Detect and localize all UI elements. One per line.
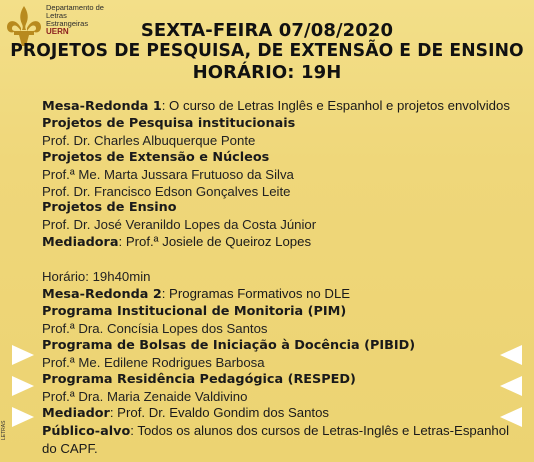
mesa-1-label: Mesa-Redonda 1 [42, 99, 162, 114]
mesa-2-label: Mesa-Redonda 2 [42, 287, 162, 303]
mediador-line [42, 405, 512, 423]
extensao-heading: Projetos de Extensão e Núcleos [42, 149, 270, 165]
logo-uern: UERN [46, 27, 69, 36]
title-date: SEXTA-FEIRA 07/08/2020 [140, 20, 394, 41]
publico-label: Público-alvo [42, 424, 131, 440]
pibid-person: Prof.ª Me. Edilene Rodrigues Barbosa [42, 354, 265, 370]
ensino-heading: Projetos de Ensino [42, 200, 177, 216]
mesa-redonda-2 [42, 286, 512, 304]
resped-heading: Programa Residência Pedagógica (RESPED) [42, 371, 356, 387]
resped-person: Prof.ª Dra. Maria Zenaide Valdivino [42, 388, 248, 404]
publico-text: : Todos os alunos dos cursos de Letras-Inglês e Letras-Espanhol do CAPF. [42, 423, 510, 457]
right-arrow-icon [500, 345, 522, 365]
left-arrow-icon [12, 407, 34, 427]
mesa-redonda-1 [42, 98, 512, 116]
logo-dept-line3: Estrangeiras [46, 19, 89, 28]
mediador-text: : Prof. Dr. Evaldo Gondim dos Santos [109, 405, 330, 421]
poster-title [0, 20, 534, 83]
title-main: PROJETOS DE PESQUISA, DE EXTENSÃO E DE ENSINO [10, 41, 524, 61]
mediadora-text: : Prof.ª Josiele de Queiroz Lopes [118, 234, 312, 250]
section-spacer [42, 252, 512, 269]
mediador-label: Mediador [42, 406, 110, 422]
title-time: HORÁRIO: 19H [192, 62, 342, 83]
pim-heading: Programa Institucional de Monitoria (PIM) [42, 303, 347, 319]
pim-person: Prof.ª Dra. Concísia Lopes dos Santos [42, 320, 268, 336]
mediadora-label: Mediadora [42, 235, 119, 251]
extensao-person-1: Prof.ª Me. Marta Jussara Frutuoso da Silva [42, 166, 294, 182]
extensao-person-2: Prof. Dr. Francisco Edson Gonçalves Leite [42, 183, 291, 199]
mesa-1-text: : O curso de Letras Inglês e Espanhol e projetos envolvidos [161, 98, 510, 113]
mesa-2-text: : Programas Formativos no DLE [161, 286, 351, 302]
right-arrow-icon [500, 407, 522, 427]
right-arrow-icon [500, 376, 522, 396]
left-arrow-icon [12, 376, 34, 396]
pesquisa-heading: Projetos de Pesquisa institucionais [42, 115, 296, 131]
program-content [42, 98, 512, 458]
left-arrow-icon [12, 345, 34, 365]
logo-dept-line2: Letras [46, 11, 67, 20]
logo-dept-line1: Departamento de [46, 3, 104, 12]
publico-alvo-line [42, 423, 512, 458]
corner-tag: LETRAS [1, 420, 7, 440]
mediadora-line [42, 234, 512, 252]
ensino-person: Prof. Dr. José Veranildo Lopes da Costa Júnior [42, 217, 317, 233]
horario-2: Horário: 19h40min [42, 269, 151, 285]
pibid-heading: Programa de Bolsas de Iniciação à Docência (PIBID) [42, 337, 416, 353]
pesquisa-person: Prof. Dr. Charles Albuquerque Ponte [42, 132, 256, 148]
